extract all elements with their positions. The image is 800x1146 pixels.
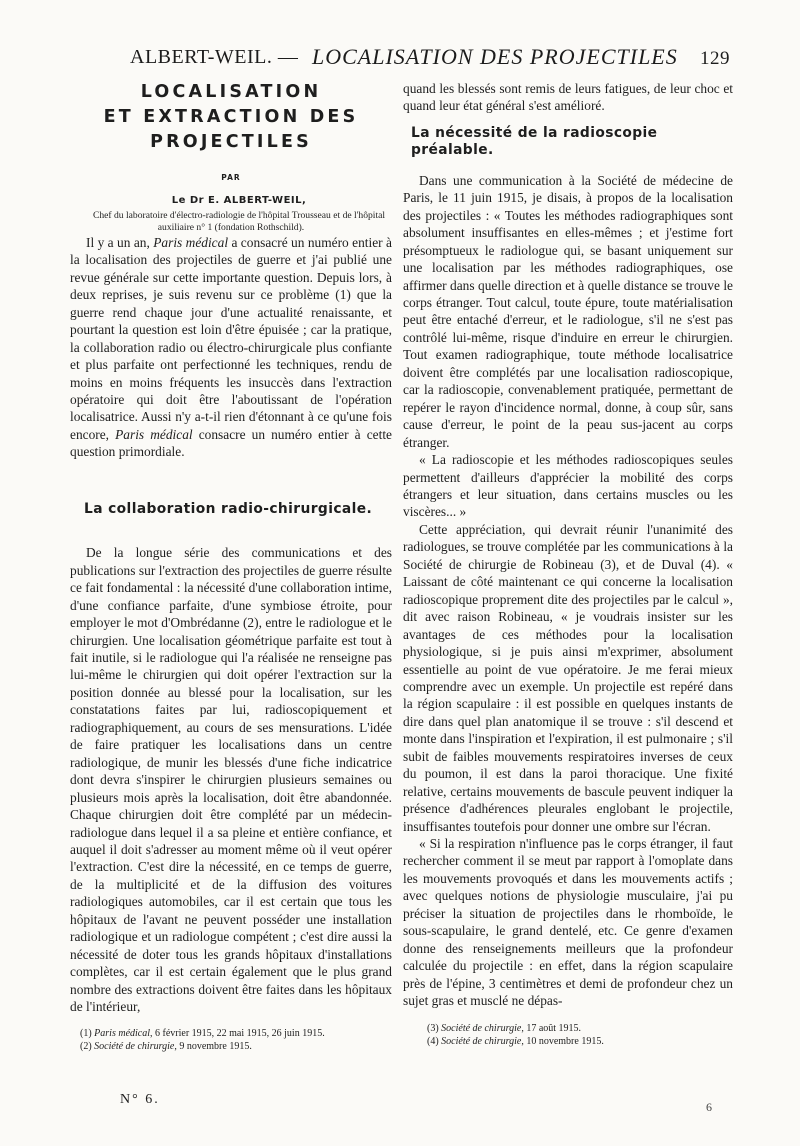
header-author: ALBERT-WEIL. —: [130, 46, 299, 68]
section-heading-radioscopie: La nécessité de la radioscopie préalable.: [411, 124, 658, 159]
issue-number-mark: N° 6.: [120, 1092, 160, 1107]
section-heading-collaboration: La collaboration radio-chirurgicale.: [84, 500, 373, 517]
right-column: [403, 80, 733, 1048]
footnote: (3) Société de chirurgie, 17 août 1915.: [427, 1022, 582, 1034]
signature-mark: 6: [706, 1100, 712, 1114]
footnote: (4) Société de chirurgie, 10 novembre 1915.: [427, 1035, 604, 1047]
body-paragraph: Cette appréciation, qui devrait réunir l'unanimité des radiologues, se trouve complétée par les communications à la Société de chirurgie de Robineau (3), et de Duval (4). « Laissant de côté maintenant ce qui concerne la localisation radioscopique proprement dite des projectiles par le calcul », dit avec raison Robineau, « je voudrais insister sur les avantages de ces méthodes pour la localisation physiologique, si je puis ainsi m'exprimer, absolument essentielle au point de vue opératoire. Je me ferai mieux comprendre avec un exemple. Un projectile est repéré dans la région scapulaire : il est possible en quelques instants de dire dans quel plan anatomique il se trouve : s'il descend et monte dans l'inspiration et l'expiration, il est pulmonaire ; s'il subit de faibles mouvements respiratoires inverses de ceux du poumon, il est dans la paroi thoracique. Une fixité relative, certains mouvements de bascule peuvent indiquer la présence d'adhérences pleurales englobant le projectile, insuffisantes toutefois pour donner une ombre sur l'écran.: [403, 521, 733, 834]
journal-name: Paris médical: [153, 234, 229, 250]
article-title-line: PROJECTILES: [150, 132, 312, 152]
running-header: [130, 42, 730, 76]
footnotes-right: [403, 1022, 733, 1048]
page-number: 129: [700, 48, 730, 69]
author-name: Le Dr E. ALBERT-WEIL,: [171, 195, 307, 207]
body-paragraph: De la longue série des communications et des publications sur l'extraction des projectiles de guerre résulte ce fait fondamental : la nécessité d'une collaboration intime, d'une confiance parfaite, d'une symbiose étroite, pour employer le mot d'Ombrédanne (2), entre le radiologue et le chirurgien. Une localisation géométrique parfaite est tout à fait inutile, si le radiologue qui l'a réalisée ne renseigne pas lui-même le chirurgien qui doit opérer l'extraction sur la position donnée au blessé pour la localisation, sur les constatations faites par lui, radioscopiquement et radiographiquement, au cours de ses mensurations. L'idée de faire pratiquer les localisations dans un centre radiologique, de munir les blessés d'une fiche indicatrice dont devra s'inspirer le chirurgien plusieurs semaines ou plusieurs mois après la localisation, doit être abandonnée. Chaque chirurgien doit être complété par un médecin-radiologue dans lequel il a sa pleine et entière confiance, et auquel il doit s'adresser au moment même où il veut opérer l'extraction. C'est dire la nécessité, en ce temps de guerre, de la multiplicité et de la diffusion des voitures radiologiques automobiles, car il est certain que tous les hôpitaux de l'avant ne peuvent posséder une installation radiologique et un radiologue compétent ; c'est dire aussi la nécessité de doter tous les grands hôpitaux d'installations complètes, car il est certain également que le plus grand nombre des extractions doivent être faites dans les hôpitaux de l'intérieur,: [70, 545, 392, 1015]
body-paragraph: Dans une communication à la Société de médecine de Paris, le 11 juin 1915, je disais, à propos de la localisation des projectiles : « Toutes les méthodes radiographiques sont absolument insuffisantes en elles-mêmes ; et j'estime fort présomptueux le radiologue qui, se basant uniquement sur une localisation par les méthodes radiographiques, ose affirmer dans quelle direction et à quelle distance se trouve le corps étranger. Tout calcul, toute épure, toute matérialisation peut être entaché d'erreur, et le radiologue, s'il ne s'est pas contrôlé lui-même, risque d'induire en erreur le chirurgien. Tout examen radiographique, toute méthode localisatrice doivent être complétés par une localisation radioscopique, car la radioscopie, convenablement pratiquée, permettant de repérer le rayon d'incidence normal, donne, à coup sûr, sans cause d'erreur, le point de la peau sus-jacent au corps étranger.: [403, 172, 733, 450]
body-paragraph: « La radioscopie et les méthodes radioscopiques seules permettent d'ailleurs d'apprécier la mobilité des corps étrangers et leur situation, dans certains muscles ou les viscères... »: [403, 452, 733, 520]
article-title: [70, 80, 392, 155]
footnote: (2) Société de chirurgie, 9 novembre 1915.: [80, 1041, 252, 1053]
byline-par: PAR: [221, 173, 241, 182]
left-column: [70, 80, 392, 1053]
body-paragraph: « Si la respiration n'influence pas le corps étranger, il faut rechercher comment il se meut par rapport à l'omoplate dans les mouvements provoqués et dans les mouvements actifs ; avec quelques notions de physiologie musculaire, j'ai pu préciser la situation de projectiles dans le rhomboïde, le sous-scapulaire, le grand dentelé, etc. Ce genre d'examen donne des renseignements meilleurs que la profondeur calculée du projectile : en effet, dans la région scapulaire près de l'épine, 3 centimètres et demi de profondeur chez un sujet gras et musclé ne dépas-: [403, 836, 733, 1009]
continued-paragraph: quand les blessés sont remis de leurs fatigues, de leur choc et quand leur état général s'est amélioré.: [403, 81, 733, 114]
footnotes-left: [70, 1027, 392, 1053]
footnote: (1) Paris médical, 6 février 1915, 22 mai 1915, 26 juin 1915.: [80, 1028, 325, 1040]
article-title-line: ET EXTRACTION DES: [103, 107, 359, 127]
author-affiliation: Chef du laboratoire d'électro-radiologie de l'hôpital Trousseau et de l'hôpital auxiliaire n° 1 (fondation Rothschild).: [92, 209, 386, 233]
header-running-title: LOCALISATION DES PROJECTILES: [312, 44, 678, 69]
intro-paragraph: Il y a un an, Paris médical a consacré un numéro entier à la localisation des projectiles de guerre et j'ai publié une revue générale sur cette importante question. Depuis lors, à deux reprises, je suis revenu sur ce problème (1) que la guerre rend chaque jour d'une actualité renaissante, et pourtant la question est loin d'être épuisée ; car la pratique, la collaboration radio ou électro-chirurgicale plus confiante et plus parfaite ont perfectionné les techniques, rendu de moins en moins fréquents les insuccès dans l'extraction opératoire qui doit être l'aboutissant de l'opération localisatrice. Aussi n'y a-t-il rien d'étonnant à ce qu'une fois encore, Paris médical consacre un numéro entier à cette question primordiale.: [70, 234, 392, 460]
article-title-line: LOCALISATION: [140, 82, 322, 102]
journal-name: Paris médical: [115, 426, 193, 442]
